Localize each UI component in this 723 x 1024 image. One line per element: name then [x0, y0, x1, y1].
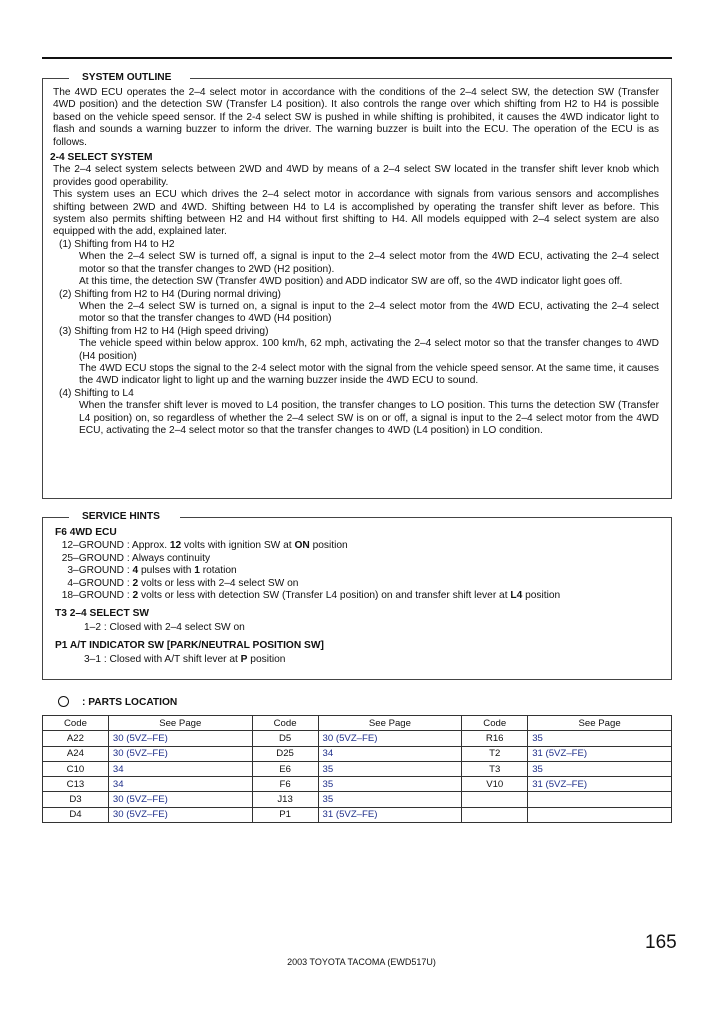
code-cell: D5: [252, 731, 318, 746]
code-cell: [462, 807, 528, 822]
item-1-body-2: At this time, the detection SW (Transfer 4WD position) and ADD indicator SW are off, so the 4WD indicator light goes off.: [79, 276, 623, 288]
footer-text: 2003 TOYOTA TACOMA (EWD517U): [287, 957, 436, 967]
page-link[interactable]: 30 (5VZ–FE): [318, 731, 462, 746]
code-cell: R16: [462, 731, 528, 746]
code-cell: A24: [43, 746, 109, 761]
hint-p1-heading: P1 A/T INDICATOR SW [PARK/NEUTRAL POSITION SW]: [55, 640, 324, 652]
page-link[interactable]: 30 (5VZ–FE): [108, 731, 252, 746]
service-hints-title: SERVICE HINTS: [79, 510, 163, 523]
code-cell: D25: [252, 746, 318, 761]
circle-icon: [58, 696, 69, 707]
page-link[interactable]: 35: [318, 777, 462, 792]
parts-location-title: : PARTS LOCATION: [58, 696, 177, 709]
header-page-2: See Page: [318, 716, 462, 731]
hint-t3-heading: T3 2–4 SELECT SW: [55, 608, 149, 620]
item-4-body-1: When the transfer shift lever is moved to L4 position, the transfer changes to LO position. This turns the detection SW (Transfer L4 position) on, so regardless of whether the 2–4 select SW is on or off, a signal is input to the 2–4 select motor from the 4WD ECU, activating the 2–4 select motor so that the transfer changes to 4WD (L4 position) in LO condition.: [79, 400, 659, 436]
hint-f6-line-1: 12–GROUND : Approx. 12 volts with ignition SW at ON position: [61, 540, 348, 552]
code-cell: F6: [252, 777, 318, 792]
code-cell: C10: [43, 761, 109, 776]
table-row: [43, 807, 672, 822]
item-3-body-1: The vehicle speed within below approx. 100 km/h, 62 mph, activating the 2–4 select motor so that the transfer changes to 4WD (H4 position): [79, 338, 659, 362]
select-system-para-1: The 2–4 select system selects between 2WD and 4WD by means of a 2–4 select SW located in the transfer shift lever knob which provides good operability.: [53, 164, 659, 188]
service-hints-section: [42, 511, 672, 680]
system-outline-title: SYSTEM OUTLINE: [79, 71, 174, 84]
page-link[interactable]: 31 (5VZ–FE): [318, 807, 462, 822]
hint-f6-line-2: 25–GROUND : Always continuity: [61, 552, 211, 564]
page-link[interactable]: 31 (5VZ–FE): [528, 746, 672, 761]
item-2-heading: (2) Shifting from H2 to H4 (During normal driving): [59, 288, 281, 300]
page-link[interactable]: 31 (5VZ–FE): [528, 777, 672, 792]
table-row: [43, 731, 672, 746]
code-cell: D4: [43, 807, 109, 822]
hint-p1-line: 3–1 : Closed with A/T shift lever at P position: [84, 653, 286, 665]
item-3-heading: (3) Shifting from H2 to H4 (High speed driving): [59, 325, 269, 337]
code-cell: D3: [43, 792, 109, 807]
page-link: [528, 807, 672, 822]
header-code-2: Code: [252, 716, 318, 731]
page-link[interactable]: 35: [318, 761, 462, 776]
code-cell: E6: [252, 761, 318, 776]
table-header-row: [43, 716, 672, 731]
header-page-3: See Page: [528, 716, 672, 731]
select-system-heading: 2-4 SELECT SYSTEM: [50, 152, 153, 164]
page-number: 165: [645, 932, 677, 953]
page-link: [528, 792, 672, 807]
page-link[interactable]: 35: [528, 761, 672, 776]
table-row: [43, 792, 672, 807]
select-system-para-2: This system uses an ECU which drives the 2–4 select motor in accordance with signals from various sensors and accomplishes shifting between 2WD and 4WD. Shifting between H4 to L4 is accomplished by operating the transfer shift lever as before. This system also permits shifting between H2 and H4 without first shifting to H4. All models equipped with 2–4 select system are also equipped with the add, explained later.: [53, 189, 659, 238]
page-link[interactable]: 34: [108, 777, 252, 792]
hint-f6-line-3: 3–GROUND : 4 pulses with 1 rotation: [67, 565, 237, 577]
table-row: [43, 746, 672, 761]
code-cell: C13: [43, 777, 109, 792]
outline-intro: The 4WD ECU operates the 2–4 select motor in accordance with the conditions of the 2–4 select SW, the detection SW (Transfer 4WD position) and the detection SW (Transfer L4 position). It also controls the range over which shifting from H2 to H4 is possible based on the vehicle speed sensor. If the 2-4 select SW is pushed in while shifting is prohibited, it causes the 4WD indicator light to flash and sounds a warning buzzer to inform the driver. The warning buzzer is built into the ECU. The operation of the ECU is as follows.: [53, 87, 659, 148]
top-rule: [42, 57, 672, 59]
page-link[interactable]: 34: [318, 746, 462, 761]
code-cell: V10: [462, 777, 528, 792]
item-3-body-2: The 4WD ECU stops the signal to the 2-4 select motor with the signal from the vehicle speed sensor. At the same time, it causes the 4WD indicator light to light up and the warning buzzer inside the 4WD ECU to sound.: [79, 362, 659, 387]
header-code-1: Code: [43, 716, 109, 731]
code-cell: T3: [462, 761, 528, 776]
page-link[interactable]: 30 (5VZ–FE): [108, 792, 252, 807]
item-2-body-1: When the 2–4 select SW is turned on, a signal is input to the 2–4 select motor from the 4WD ECU, activating the 2–4 select motor so that the transfer changes to 4WD (H4 position): [79, 300, 659, 325]
page-link[interactable]: 30 (5VZ–FE): [108, 746, 252, 761]
code-cell: A22: [43, 731, 109, 746]
hint-p1: [55, 640, 659, 666]
item-1-heading: (1) Shifting from H4 to H2: [59, 238, 175, 250]
hint-t3-line: 1–2 : Closed with 2–4 select SW on: [84, 621, 245, 633]
code-cell: J13: [252, 792, 318, 807]
page-link[interactable]: 35: [528, 731, 672, 746]
code-cell: P1: [252, 807, 318, 822]
hint-f6-line-4: 4–GROUND : 2 volts or less with 2–4 select SW on: [67, 577, 299, 589]
code-cell: T2: [462, 746, 528, 761]
hint-t3: [55, 608, 659, 634]
page-link[interactable]: 35: [318, 792, 462, 807]
page-link[interactable]: 30 (5VZ–FE): [108, 807, 252, 822]
hint-f6: [55, 527, 659, 602]
header-page-1: See Page: [108, 716, 252, 731]
table-row: [43, 761, 672, 776]
parts-location-table: [42, 715, 672, 823]
hint-f6-line-5: 18–GROUND : 2 volts or less with detection SW (Transfer L4 position) on and transfer shift lever at L4 position: [61, 590, 561, 602]
system-outline-section: [42, 72, 672, 499]
item-4-heading: (4) Shifting to L4: [59, 387, 134, 399]
item-1-body-1: When the 2–4 select SW is turned off, a signal is input to the 2–4 select motor from the 4WD ECU, activating the 2–4 select motor so that the transfer changes to 2WD (H2 position).: [79, 251, 659, 275]
header-code-3: Code: [462, 716, 528, 731]
code-cell: [462, 792, 528, 807]
page-link[interactable]: 34: [108, 761, 252, 776]
table-row: [43, 777, 672, 792]
hint-f6-heading: F6 4WD ECU: [55, 527, 117, 538]
